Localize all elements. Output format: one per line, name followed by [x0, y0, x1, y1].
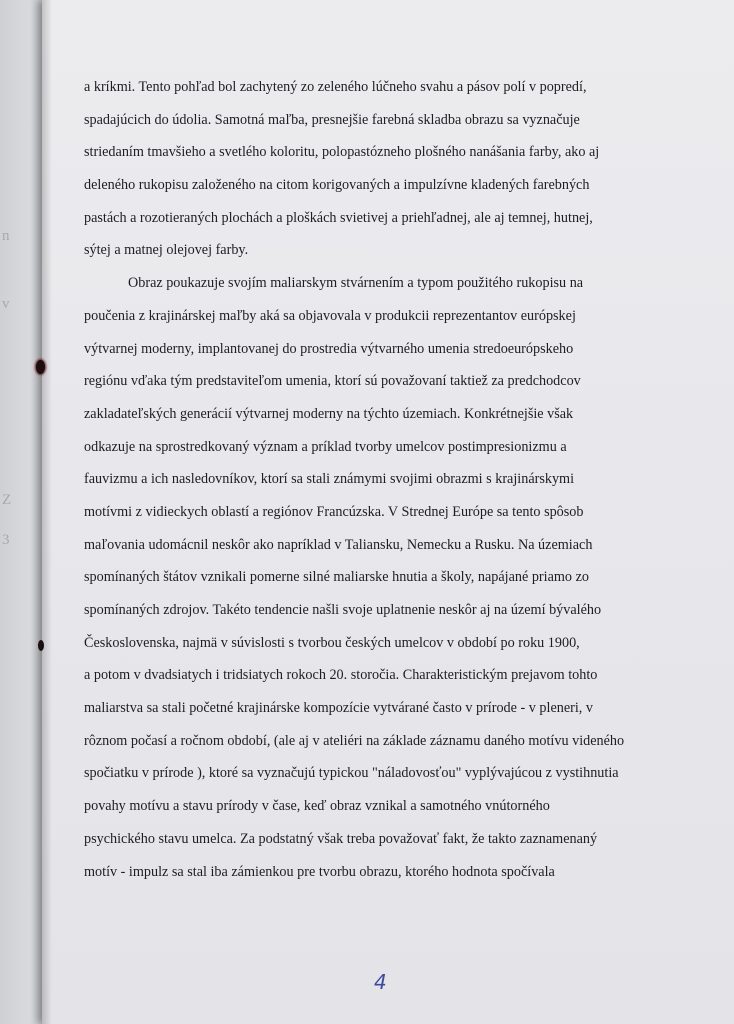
text-line: výtvarnej moderny, implantovanej do prostredia výtvarného umenia stredoeurópskeho [84, 340, 574, 357]
text-line: zakladateľských generácií výtvarnej moderny na týchto územiach. Konkrétnejšie však [84, 405, 574, 422]
handwritten-page-number: 4 [374, 970, 387, 994]
text-line: odkazuje na sprostredkovaný význam a príklad tvorby umelcov postimpresionizmu a [84, 438, 567, 455]
text-line: fauvizmu a ich nasledovníkov, ktorí sa stali známymi svojimi obrazmi s krajinárskymi [84, 471, 575, 488]
text-line-indented: Obraz poukazuje svojím maliarskym stvárnením a typom použitého rukopisu na [128, 275, 584, 292]
text-line: pastách a rozotieraných plochách a ploškách svietivej a priehľadnej, ale aj temnej, hutnej, [84, 209, 593, 226]
ghost-mark: 3 [2, 532, 10, 548]
text-line: rôznom počasí a ročnom období, (ale aj v ateliéri na základe záznamu daného motívu videného [84, 732, 625, 749]
ghost-mark: v [2, 296, 10, 312]
text-line: striedaním tmavšieho a svetlého koloritu, polopastózneho plošného nanášania farby, ako aj [84, 144, 600, 161]
text-line: spočiatku v prírode ), ktoré sa vyznačujú typickou "náladovosťou" vyplývajúcou z vystihnutia [84, 765, 619, 782]
punch-hole [36, 360, 45, 374]
body-text [84, 74, 644, 891]
ghost-mark: n [2, 228, 10, 244]
text-line: motívmi z vidieckych oblastí a regiónov Francúzska. V Strednej Európe sa tento spôsob [84, 503, 584, 520]
ghost-mark: Z [2, 492, 12, 508]
text-line: Československa, najmä v súvislosti s tvorbou českých umelcov v období po roku 1900, [84, 634, 580, 651]
text-line: spomínaných štátov vznikali pomerne silné maliarske hnutia a školy, napájané priamo zo [84, 569, 589, 586]
text-line: a kríkmi. Tento pohľad bol zachytený zo zeleného lúčneho svahu a pásov polí v popredí, [84, 79, 587, 95]
text-line: spadajúcich do údolia. Samotná maľba, presnejšie farebná skladba obrazu sa vyznačuje [84, 111, 580, 128]
text-line: sýtej a matnej olejovej farby. [84, 242, 249, 259]
punch-hole [38, 640, 44, 651]
text-line: povahy motívu a stavu prírody v čase, keď obraz vznikal a samotného vnútorného [84, 798, 550, 815]
text-line: poučenia z krajinárskej maľby aká sa objavovala v produkcii reprezentantov európskej [84, 307, 576, 324]
text-line: psychického stavu umelca. Za podstatný však treba považovať fakt, že takto zaznamenaný [84, 830, 598, 847]
text-line: a potom v dvadsiatych i tridsiatych rokoch 20. storočia. Charakteristickým prejavom tohto [84, 667, 598, 684]
text-line: maľovania udomácnil neskôr ako napríklad v Taliansku, Nemecku a Rusku. Na územiach [84, 536, 593, 553]
text-line: maliarstva sa stali početné krajinárske kompozície vytvárané často v prírode - v pleneri, v [84, 700, 593, 717]
text-line: deleného rukopisu založeného na citom korigovaných a impulzívne kladených farebných [84, 177, 590, 194]
text-line: spomínaných zdrojov. Takéto tendencie našli svoje uplatnenie neskôr aj na území bývalého [84, 602, 602, 618]
text-line: motív - impulz sa stal iba zámienkou pre tvorbu obrazu, ktorého hodnota spočívala [84, 863, 555, 880]
text-line: regiónu vďaka tým predstaviteľom umenia, ktorí sú považovaní taktiež za predchodcov [84, 373, 581, 390]
document-page [42, 0, 734, 1024]
